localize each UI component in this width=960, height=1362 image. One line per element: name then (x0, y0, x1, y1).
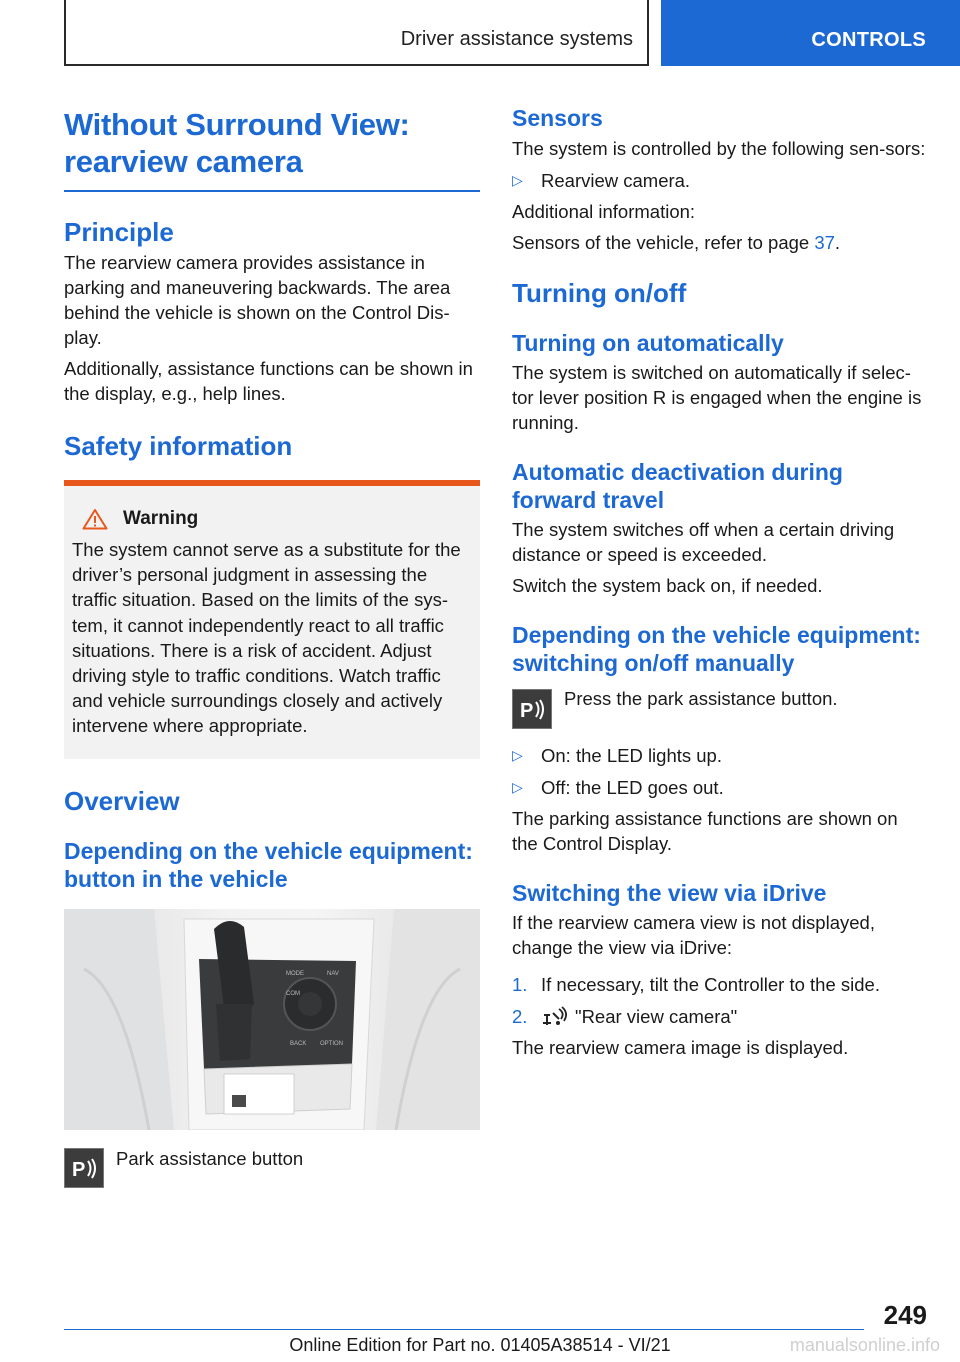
park-assist-caption-row (64, 1148, 480, 1188)
step-2-number: 2. (512, 1006, 528, 1027)
sensors-ref-text: Sensors of the vehicle, refer to page (512, 232, 815, 253)
center-console-photo (64, 909, 480, 1130)
warning-text: The system cannot serve as a substitute for the driver’s personal judgment in assessing the traffic situation. Based on the limits of the sys-tem, it cannot independently react to all traffic situations. There is a risk of accident. Adjust driving style to traffic conditions. Watch traffic and vehicle surroundings closely and actively intervene where appropriate. (72, 539, 461, 737)
switch-view-text: If the rearview camera view is not displayed, change the view via iDrive: (512, 912, 875, 958)
right-column (512, 104, 928, 1060)
additional-info: Additional information: (512, 201, 696, 222)
header-section-title: Driver assistance systems (400, 28, 633, 50)
com-label: COM (286, 990, 300, 997)
warning-box (64, 480, 480, 759)
header-section-box (64, 0, 649, 66)
auto-on-text: The system is switched on automatically if selec-tor lever position R is engaged when the engine is running. (512, 362, 922, 433)
header-chapter-title: CONTROLS (811, 29, 926, 51)
turning-heading: Turning on/off (512, 278, 687, 308)
option-label: OPTION (320, 1040, 344, 1047)
auto-on-heading: Turning on automatically (512, 330, 784, 356)
header-chapter-tab (661, 0, 960, 66)
manual-text: The parking assistance functions are shown on the Control Display. (512, 808, 898, 854)
principle-heading: Principle (64, 217, 174, 247)
triangle-bullet-icon: ▷ (512, 172, 523, 188)
auto-off-heading: Automatic deactivation during forward travel (512, 459, 843, 513)
step-1 (512, 972, 928, 997)
sensors-text: The system is controlled by the following sen-sors: (512, 138, 926, 159)
safety-heading: Safety information (64, 431, 293, 461)
manual-press-row (512, 689, 928, 729)
svg-text:P: P (520, 700, 534, 722)
watermark: manualsonline.info (789, 1335, 940, 1355)
bullet-off (512, 775, 928, 800)
park-assistance-button-icon (64, 1148, 104, 1188)
auto-off-text: The system switches off when a certain driving distance or speed is exceeded. (512, 519, 895, 565)
park-assistance-button-icon (512, 689, 552, 729)
overview-heading: Overview (64, 785, 180, 816)
warning-triangle-icon (82, 508, 108, 530)
page-number: 249 (883, 1300, 927, 1330)
principle-text-2: Additionally, assistance functions can be shown in the display, e.g., help lines. (64, 358, 473, 404)
switch-view-heading: Switching the view via iDrive (512, 880, 827, 906)
step-1-text: If necessary, tilt the Controller to the side. (541, 974, 880, 995)
triangle-bullet-icon: ▷ (512, 779, 523, 795)
step-2 (512, 1004, 928, 1029)
sensors-reference (512, 230, 928, 255)
bullet-on (512, 743, 928, 768)
back-label: BACK (290, 1040, 307, 1047)
footer-edition: Online Edition for Part no. 01405A38514 - VI/21 (289, 1335, 671, 1355)
overview-subheading: Depending on the vehicle equipment: button in the vehicle (64, 837, 473, 892)
sensors-heading: Sensors (512, 105, 603, 131)
park-assist-caption: Park assistance button (116, 1147, 304, 1169)
footer-rule (64, 1329, 864, 1330)
svg-text:P: P (72, 1158, 86, 1181)
triangle-bullet-icon: ▷ (512, 747, 523, 763)
sensors-bullet-text: Rearview camera. (541, 170, 691, 191)
sensors-ref-end: . (834, 232, 841, 253)
left-column (64, 106, 480, 1188)
bullet-off-text: Off: the LED goes out. (541, 777, 724, 798)
rear-view-camera-icon (541, 1005, 569, 1027)
final-text: The rearview camera image is displayed. (512, 1037, 849, 1058)
step-2-text: "Rear view camera" (575, 1006, 738, 1027)
warning-header (72, 508, 472, 530)
warning-label: Warning (123, 508, 199, 529)
center-console-illustration (64, 909, 480, 1130)
sensors-page-link[interactable]: 37 (814, 232, 835, 253)
title-rule (64, 190, 480, 192)
bullet-on-text: On: the LED lights up. (541, 745, 722, 766)
manual-heading: Depending on the vehicle equipment: switching on/off manually (512, 622, 921, 676)
nav-label: NAV (327, 970, 339, 977)
mode-label: MODE (286, 970, 304, 977)
step-1-number: 1. (512, 974, 528, 995)
manual-press-text: Press the park assistance button. (564, 688, 838, 709)
page-title: Without Surround View: rearview camera (64, 107, 410, 179)
sensors-bullet (512, 168, 928, 193)
auto-off-text-2: Switch the system back on, if needed. (512, 575, 823, 596)
principle-text-1: The rearview camera provides assistance in parking and maneuvering backwards. The area behind the vehicle is shown on the Control Dis-play. (64, 252, 451, 348)
